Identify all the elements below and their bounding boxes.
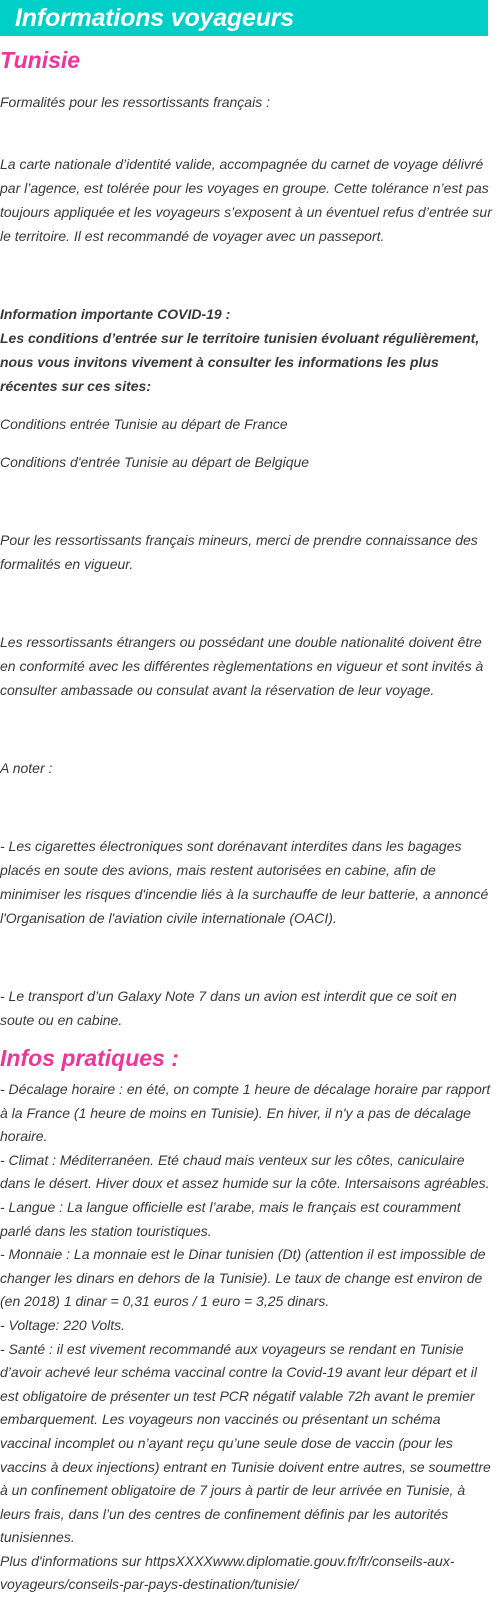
galaxy-text: - Le transport d’un Galaxy Note 7 dans un avion est interdit que ce soit en soute ou en cabine. — [0, 988, 457, 1028]
infos-pratiques-heading: Infos pratiques : — [0, 1045, 179, 1071]
formalites-intro: Formalités pour les ressortissants français : — [0, 94, 270, 110]
page-title: Informations voyageurs — [15, 3, 294, 32]
etrangers-text: Les ressortissants étrangers ou possédant une double nationalité doivent être en conformité avec les différentes règlementations en vigueur et sont invités à consulter ambassade ou consulat avant la réservation de leur voyage. — [0, 634, 484, 698]
country-heading: Tunisie — [0, 47, 81, 73]
info-monnaie: - Monnaie : La monnaie est le Dinar tunisien (Dt) (attention il est impossible de changer les dinars en dehors de la Tunisie). Le taux de change est environ de (en 2018) 1 dinar = 0,31 euros / 1 euro = 3,25 dinars. — [0, 1246, 486, 1310]
info-plus-link[interactable]: Plus d'informations sur httpsXXXXwww.diplomatie.gouv.fr/fr/conseils-aux-voyageurs/conseils-par-pays-destination/tunisie/ — [0, 1552, 455, 1593]
page-header — [0, 0, 488, 36]
main-content — [0, 44, 500, 1597]
infos-list — [0, 1078, 492, 1597]
info-decalage: - Décalage horaire : en été, on compte 1 heure de décalage horaire par rapport à la France (1 heure de moins en Tunisie). En hiver, il n'y a pas de décalage horaire. — [0, 1081, 491, 1145]
mineurs-text: Pour les ressortissants français mineurs, merci de prendre connaissance des formalités en vigueur. — [0, 532, 478, 572]
covid-text: Les conditions d’entrée sur le territoire tunisien évoluant régulièrement, nous vous invitons vivement à consulter les informations les plus récentes sur ces sites: — [0, 330, 480, 394]
link-conditions-belgique[interactable]: Conditions d'entrée Tunisie au départ de Belgique — [0, 454, 310, 470]
info-voltage: - Voltage: 220 Volts. — [0, 1316, 126, 1333]
info-climat: - Climat : Méditerranéen. Eté chaud mais venteux sur les côtes, caniculaire dans le désert. Hiver doux et assez humide sur la côte. Intersaisons agréables. — [0, 1151, 490, 1192]
info-sante: - Santé : il est vivement recommandé aux voyageurs se rendant en Tunisie d’avoir achevé leur schéma vaccinal contre la Covid-19 avant leur départ et il est obligatoire de présenter un test PCR négatif valable 72h avant le premier embarquement. Les voyageurs non vaccinés ou présentant un schéma vaccinal incomplet ou n’ayant reçu qu’une seule dose de vaccin (pour les vaccins à deux injections) entrant en Tunisie doivent entre autres, se soumettre à un confinement obligatoire de 7 jours à partir de leur arrivée en Tunisie, à leurs frais, dans l’un des centres de confinement définis par les autorités tunisiennes. — [0, 1340, 491, 1546]
covid-title: Information importante COVID-19 : — [0, 306, 231, 322]
info-langue: - Langue : La langue officielle est l’arabe, mais le français est couramment parlé dans les station touristiques. — [0, 1198, 461, 1239]
link-conditions-france[interactable]: Conditions entrée Tunisie au départ de France — [0, 416, 288, 432]
carte-identite-text: La carte nationale d’identité valide, accompagnée du carnet de voyage délivré par l’agence, est tolérée pour les voyages en groupe. Cette tolérance n’est pas toujours appliquée et les voyageurs s’exposent à un éventuel refus d’entrée sur le territoire. Il est recommandé de voyager avec un passeport. — [0, 156, 492, 244]
a-noter-label: A noter : — [0, 760, 53, 776]
cigarettes-text: - Les cigarettes électroniques sont dorénavant interdites dans les bagages placés en soute des avions, mais restent autorisées en cabine, afin de minimiser les risques d'incendie liés à la surchauffe de leur batterie, a annoncé l'Organisation de l'aviation civile internationale (OACI). — [0, 838, 489, 926]
